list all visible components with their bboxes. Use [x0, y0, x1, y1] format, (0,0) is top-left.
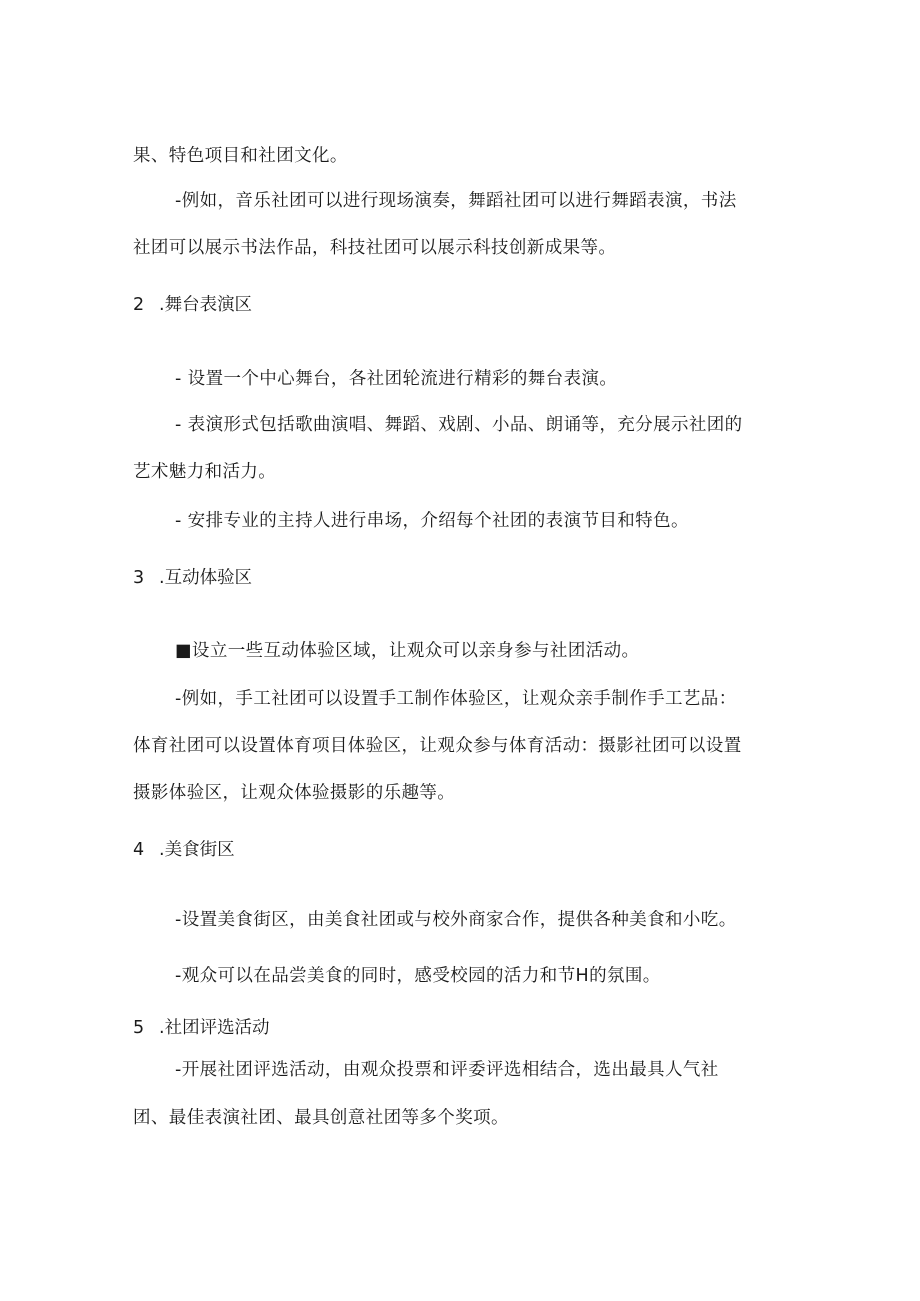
paragraph-line: -开展社团评选活动，由观众投票和评委评选相结合，选出最具人气社 — [175, 1060, 719, 1080]
paragraph-line: 体育社团可以设置体育项目体验区，让观众参与体育活动：摄影社团可以设置 — [133, 736, 742, 756]
paragraph-line: -观众可以在品尝美食的同时，感受校园的活力和节H的氛围。 — [175, 966, 661, 986]
paragraph-line: 艺术魅力和活力。 — [133, 462, 277, 482]
section-heading — [133, 1016, 270, 1040]
paragraph-line: 社团可以展示书法作品，科技社团可以展示科技创新成果等。 — [133, 238, 617, 258]
paragraph-line: 摄影体验区，让观众体验摄影的乐趣等。 — [133, 783, 456, 803]
section-title: .互动体验区 — [159, 568, 253, 588]
section-title: .舞台表演区 — [159, 295, 253, 315]
paragraph-line: - 设置一个中心舞台，各社团轮流进行精彩的舞台表演。 — [175, 369, 618, 389]
section-heading — [133, 293, 252, 317]
section-number: 2 — [133, 295, 145, 315]
paragraph-line: 团、最佳表演社团、最具创意社团等多个奖项。 — [133, 1108, 509, 1128]
section-title: .美食街区 — [159, 840, 235, 860]
section-heading — [133, 566, 252, 590]
paragraph-line: -例如，音乐社团可以进行现场演奏，舞蹈社团可以进行舞蹈表演，书法 — [175, 191, 737, 211]
paragraph-line: -例如，手工社团可以设置手工制作体验区，让观众亲手制作手工艺品： — [175, 689, 737, 709]
paragraph-line: 果、特色项目和社团文化。 — [133, 146, 348, 166]
section-number: 3 — [133, 568, 145, 588]
section-number: 5 — [133, 1018, 145, 1038]
section-number: 4 — [133, 840, 145, 860]
paragraph-line: - 表演形式包括歌曲演唱、舞蹈、戏剧、小品、朗诵等，充分展示社团的 — [175, 415, 743, 435]
section-heading — [133, 838, 235, 862]
section-title: .社团评选活动 — [159, 1018, 270, 1038]
paragraph-line: -设置美食街区，由美食社团或与校外商家合作，提供各种美食和小吃。 — [175, 910, 737, 930]
paragraph-line: ■设立一些互动体验区域，让观众可以亲身参与社团活动。 — [175, 641, 640, 661]
paragraph-line: - 安排专业的主持人进行串场，介绍每个社团的表演节目和特色。 — [175, 511, 689, 531]
